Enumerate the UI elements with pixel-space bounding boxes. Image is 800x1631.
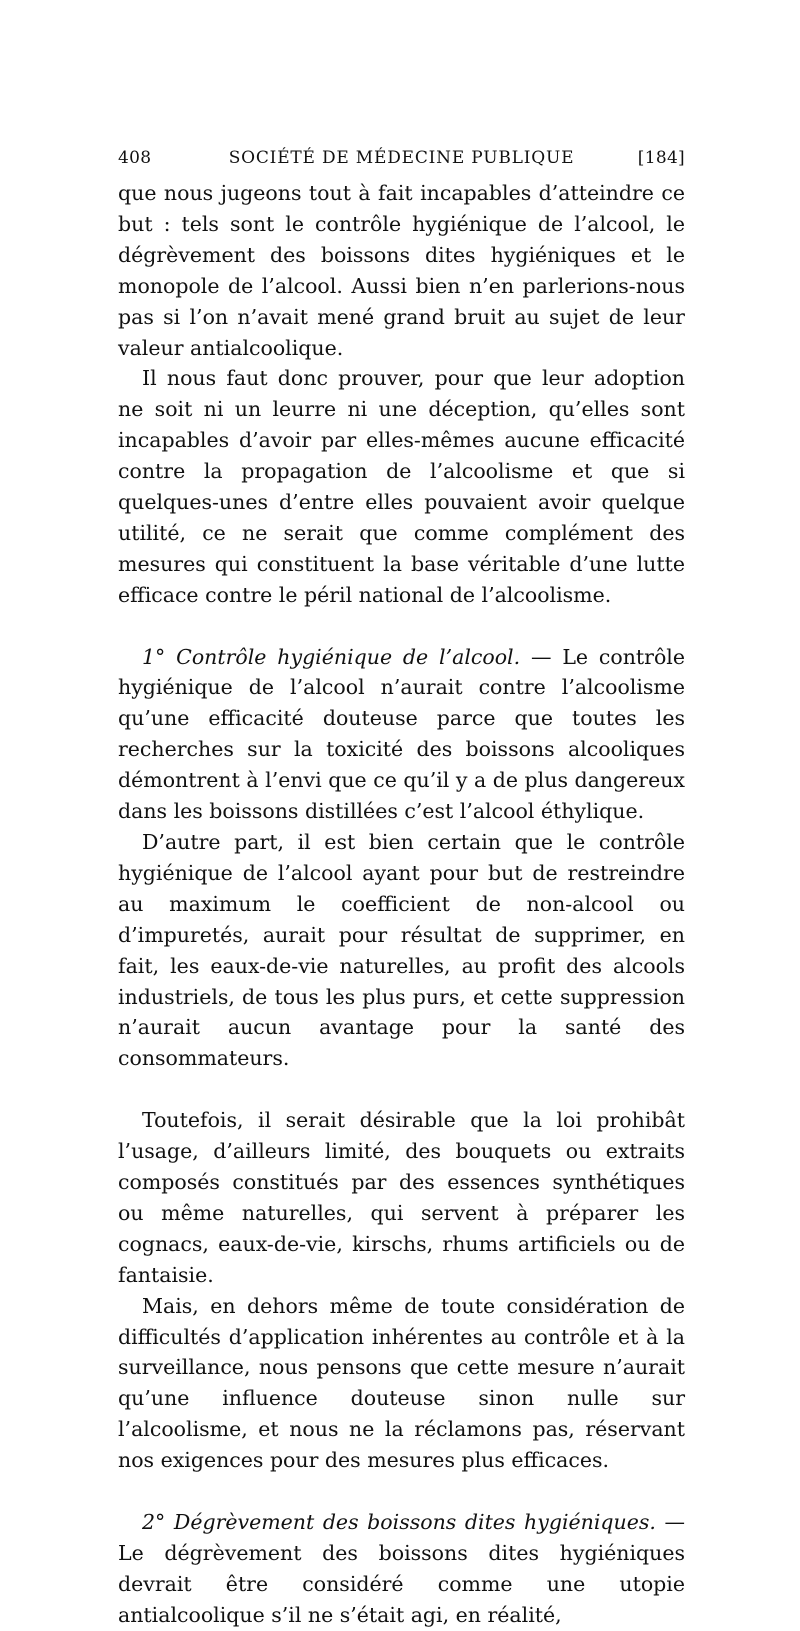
bracket-page-number: [184] — [637, 148, 685, 168]
page-number: 408 — [118, 148, 152, 168]
section-one-text: — Le contrôle hygiénique de l’alcool n’aurait contre l’alcoolisme qu’une efficacité douteuse parce que toutes les recherches sur la toxicité des boissons alcooliques démontrent à l’envi que ce qu’il y a de plus dangereux dans les boissons distillées c’est l’alcool éthylique. — [118, 644, 685, 824]
paragraph-spacer — [118, 611, 685, 642]
section-one-title: 1° Contrôle hygiénique de l’alcool. — [142, 644, 521, 669]
paragraph-spacer — [118, 1074, 685, 1105]
section-two-text: — Le dégrèvement des boissons dites hygiéniques devrait être considéré comme une utopie antialcoolique s’il ne s’était agi, en réalité, — [118, 1509, 685, 1627]
paragraph-prohibition: Toutefois, il serait désirable que la loi prohibât l’usage, d’ailleurs limité, des bouquets ou extraits composés constitués par des essences synthétiques ou même naturelles, qui servent à préparer les cognacs, eaux-de-vie, kirschs, rhums artificiels ou de fantaisie. — [118, 1108, 685, 1287]
paragraph-section-two — [118, 1507, 685, 1631]
running-title: SOCIÉTÉ DE MÉDECINE PUBLIQUE — [228, 148, 575, 168]
section-two-title: 2° Dégrèvement des boissons dites hygiéniques. — [142, 1509, 656, 1534]
page-header — [118, 148, 685, 172]
paragraph-continuation: que nous jugeons tout à fait incapables d’atteindre ce but : tels sont le contrôle hygiénique de l’alcool, le dégrèvement des boissons dites hygiéniques et le monopole de l’alcool. Aussi bien n’en parlerions-nous pas si l’on n’avait mené grand bruit au sujet de leur valeur antialcoolique. — [118, 181, 685, 360]
paragraph-influence: Mais, en dehors même de toute considération de difficultés d’application inhérentes au contrôle et à la surveillance, nous pensons que cette mesure n’aurait qu’une influence douteuse sinon nulle sur l’alcoolisme, et nous ne la réclamons pas, réservant nos exigences pour des mesures plus efficaces. — [118, 1293, 685, 1473]
paragraph-argument: Il nous faut donc prouver, pour que leur adoption ne soit ni un leurre ni une déception, qu’elles sont incapables d’avoir par elles-mêmes aucune efficacité contre la propagation de l’alcoolisme et que si quelques-unes d’entre elles pouvaient avoir quelque utilité, ce ne serait que comme complément des mesures qui constituent la base véritable d’une lutte efficace contre le péril national de l’alcoolisme. — [118, 366, 685, 607]
paragraph-spacer — [118, 1476, 685, 1507]
paragraph-section-one — [118, 642, 685, 827]
paragraph-alcohol-control: D’autre part, il est bien certain que le contrôle hygiénique de l’alcool ayant pour but de restreindre au maximum le coefficient de non-alcool ou d’impuretés, aurait pour résultat de supprimer, en fait, les eaux-de-vie naturelles, au profit des alcools industriels, de tous les plus purs, et cette suppression n’aurait aucun avantage pour la santé des consommateurs. — [118, 830, 685, 1071]
article-text — [118, 178, 685, 1631]
